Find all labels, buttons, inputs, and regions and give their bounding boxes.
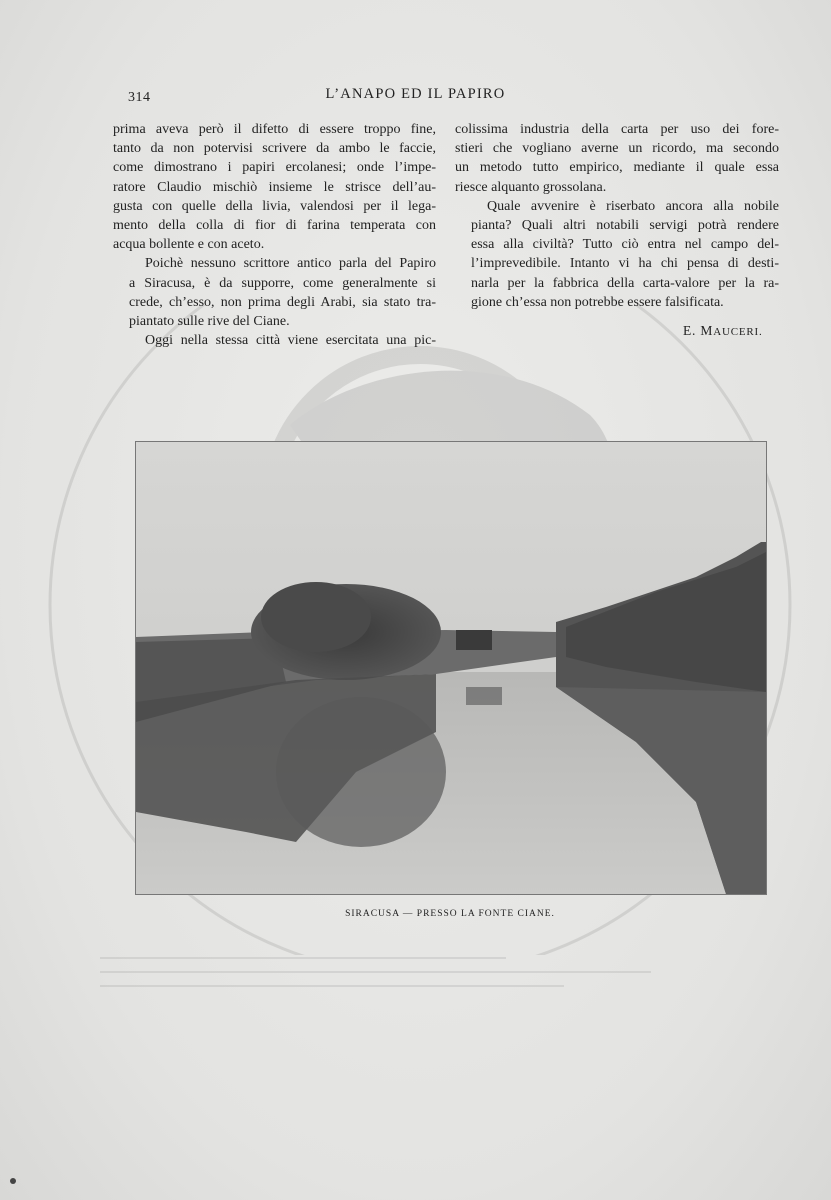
text-line: riesce alquanto grossolana.	[455, 179, 607, 195]
text-line: a Siracusa, è da supporre, come generalmente si	[129, 275, 436, 291]
text-line: essa alla civiltà? Tutto ciò entra nel campo del-	[471, 237, 779, 253]
text-line: gione ch’essa non potrebbe essere falsificata.	[471, 294, 724, 310]
text-line: stieri che vogliano averne un ricordo, ma secondo	[455, 141, 779, 157]
text-line: colissima industria della carta per uso dei fore-	[455, 122, 779, 137]
text-line: gusta con quelle della livia, valendosi per il lega-	[113, 198, 436, 214]
text-line: prima aveva però il difetto di essere troppo fine,	[113, 122, 436, 137]
paragraph	[113, 120, 436, 254]
text-line: narla per la fabbrica della carta-valore per la ra-	[471, 275, 779, 291]
paragraph	[455, 197, 779, 312]
bleed-through-text	[100, 945, 680, 1015]
text-line: acqua bollente e con aceto.	[113, 237, 265, 253]
paragraph	[113, 254, 436, 331]
text-line: un metodo tutto empirico, mediante il quale essa	[455, 160, 779, 176]
scan-speck	[10, 1178, 16, 1184]
photo-illustration	[136, 442, 766, 894]
signature-initial: E. M	[683, 323, 714, 338]
page-number: 314	[128, 90, 151, 105]
running-head: L’ANAPO ED IL PAPIRO	[325, 86, 506, 102]
river-photograph	[135, 441, 767, 895]
text-line: come dimostrano i papiri ercolanesi; onde l’impe-	[113, 160, 436, 176]
signature-surname: AUCERI.	[713, 326, 763, 338]
paragraph	[113, 331, 436, 350]
text-line: Poichè nessuno scrittore antico parla del Papiro	[145, 256, 436, 272]
text-line: Oggi nella stessa città viene esercitata una pic-	[145, 333, 436, 349]
left-text-column	[113, 120, 436, 350]
right-text-column	[455, 120, 779, 312]
text-line: Quale avvenire è riserbato ancora alla nobile	[487, 198, 779, 214]
text-line: l’imprevedibile. Intanto vi ha chi pensa di desti-	[471, 256, 779, 272]
text-line: mento della colla di fior di farina temperata con	[113, 218, 436, 234]
figure-caption: SIRACUSA — PRESSO LA FONTE CIANE.	[345, 909, 555, 919]
text-line: crede, ch’esso, non prima degli Arabi, sia stato tra-	[129, 294, 436, 310]
text-line: piantato sulle rive del Ciane.	[129, 314, 290, 330]
text-line: tanto da non potervisi scrivere da ambo le faccie,	[113, 141, 436, 157]
text-line: pianta? Quali altri notabili servigi potrà rendere	[471, 218, 779, 234]
paragraph	[455, 120, 779, 197]
text-line: ratore Claudio mischiò insieme le strisce dell’au-	[113, 179, 436, 195]
author-signature	[683, 323, 763, 339]
